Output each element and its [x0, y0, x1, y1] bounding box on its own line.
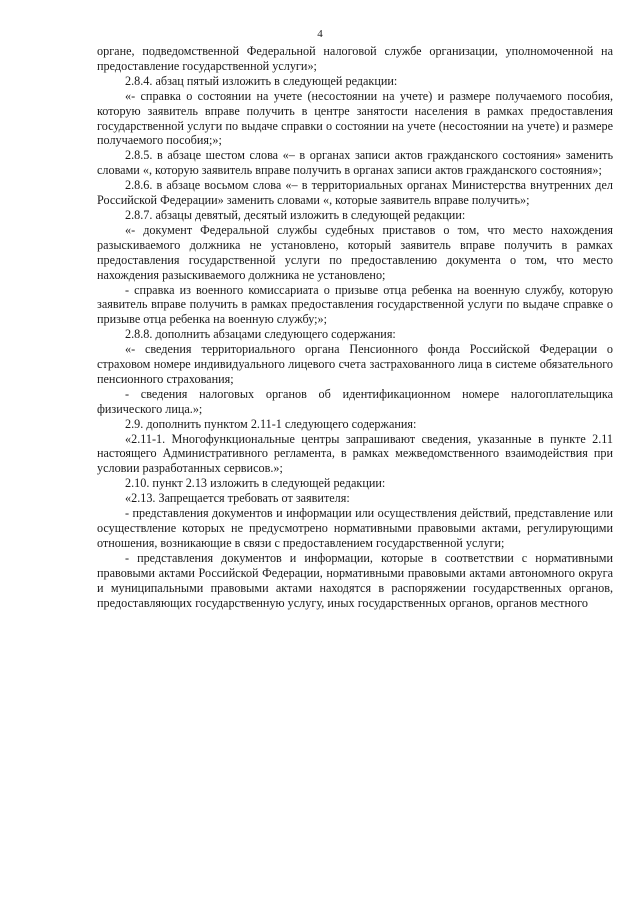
paragraph: «2.13. Запрещается требовать от заявителя: — [125, 491, 350, 506]
paragraph: 2.8.8. дополнить абзацами следующего содержания: — [125, 327, 396, 342]
paragraph: 2.8.7. абзацы девятый, десятый изложить в следующей редакции: — [125, 207, 466, 222]
paragraph: 2.10. пункт 2.13 изложить в следующей редакции: — [125, 476, 386, 491]
paragraph: 2.9. дополнить пунктом 2.11-1 следующего содержания: — [125, 416, 417, 431]
paragraph: - сведения налоговых органов об идентификационном номере налогоплательщика физического лица.»; — [97, 386, 613, 416]
paragraph: «- сведения территориального органа Пенсионного фонда Российской Федерации о страховом номере индивидуального лицевого счета застрахованного лица в системе обязательного пенсионного страхования; — [97, 342, 613, 386]
paragraph: 2.8.6. в абзаце восьмом слова «– в территориальных органах Министерства внутренних дел Российской Федерации» заменить словами «, которые заявитель вправе получить»; — [97, 178, 613, 208]
paragraph: «- справка о состоянии на учете (несостоянии на учете) и размере получаемого пособия, которую заявитель вправе получить в центре занятости населения в рамках предоставления государственной услуги по выдаче справки о состоянии на учете (несостоянии на учете) и размере получаемого пособия;»; — [97, 88, 613, 148]
paragraph: 2.8.4. абзац пятый изложить в следующей редакции: — [125, 73, 398, 88]
document-body — [97, 44, 613, 610]
paragraph: - представления документов и информации, которые в соответствии с нормативными правовыми актами Российской Федерации, нормативными правовыми актами автономного округа и муниципальными правовыми актами находятся в распоряжении государственных органов, предоставляющих государственную услугу, иных государственных органов, органов местного — [97, 550, 613, 610]
paragraph: «2.11-1. Многофункциональные центры запрашивают сведения, указанные в пункте 2.11 настоящего Административного регламента, в рамках межведомственного взаимодействия при условии разработанных сервисов.»; — [97, 431, 613, 476]
paragraph: «- документ Федеральной службы судебных приставов о том, что место нахождения разыскиваемого должника не установлено, который заявитель вправе получить в рамках предоставления государственной услуги по предоставлению документа о том, что место нахождения разыскиваемого должника не установлено; — [97, 222, 613, 282]
paragraph: органе, подведомственной Федеральной налоговой службе организации, уполномоченной на предоставление государственной услуги»; — [97, 44, 613, 73]
paragraph: - представления документов и информации или осуществления действий, представление или осуществление которых не предусмотрено нормативными правовыми актами, регулирующими отношения, возникающие в связи с предоставлением государственной услуги; — [97, 506, 613, 550]
paragraph: 2.8.5. в абзаце шестом слова «– в органах записи актов гражданского состояния» заменить словами «, которую заявитель вправе получить в органах записи актов гражданского состояния»; — [97, 148, 613, 178]
page-number: 4 — [317, 28, 323, 40]
paragraph: - справка из военного комиссариата о призыве отца ребенка на военную службу, которую заявитель вправе получить в рамках предоставления государственной услуги по выдаче справке о призыве отца ребенка на военную службу;»; — [97, 282, 613, 327]
